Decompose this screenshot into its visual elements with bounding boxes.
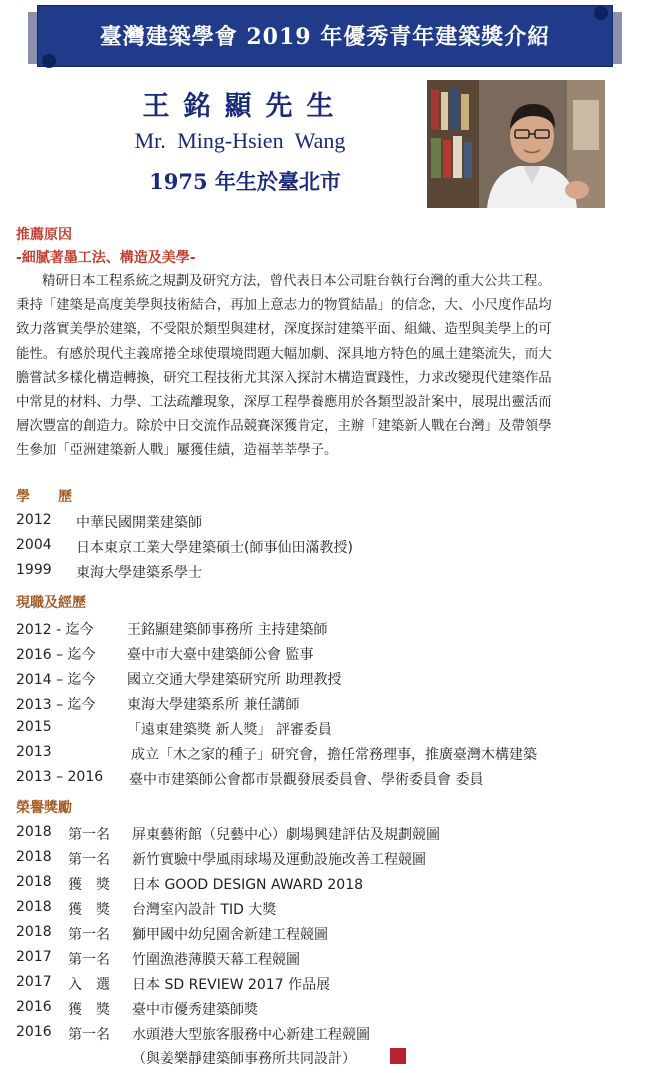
honor-text: 日本 SD REVIEW 2017 作品展	[132, 977, 331, 993]
paragraph-line: 秉持「建築是高度美學與技術結合，再加上意志力的物質結晶」的信念，大、小尺度作品均	[16, 298, 552, 314]
education-text: 中華民國開業建築師	[76, 515, 202, 531]
career-text: 國立交通大學建築研究所 助理教授	[127, 672, 342, 688]
career-period: 2012 - 迄今	[16, 622, 94, 638]
career-period: 2014 – 迄今	[16, 672, 96, 688]
honor-rank: 入 選	[68, 977, 110, 993]
red-seal-stamp	[390, 1048, 406, 1064]
honor-text: 水頭港大型旅客服務中心新建工程競圖	[132, 1027, 370, 1043]
honor-year: 2018	[16, 849, 52, 865]
honor-text: 獅甲國中幼兒園舍新建工程競圖	[132, 927, 328, 943]
paragraph-line: 精研日本工程系統之規劃及研究方法，曾代表日本公司駐台執行台灣的重大公共工程。	[42, 274, 551, 289]
honor-year: 2018	[16, 824, 52, 840]
education-year: 2004	[16, 537, 52, 553]
honors-heading: 榮譽獎勵	[16, 800, 72, 816]
honor-year: 2017	[16, 974, 52, 990]
person-name-chinese: 王銘顯先生	[142, 91, 348, 122]
career-text: 王銘顯建築師事務所 主持建築師	[127, 622, 328, 638]
person-name-english: Mr. Ming-Hsien Wang	[134, 128, 346, 153]
career-heading: 現職及經歷	[16, 595, 86, 611]
honor-rank: 第一名	[68, 952, 110, 968]
education-text: 日本東京工業大學建築碩士(師事仙田滿教授)	[76, 540, 353, 556]
honor-text: 日本 GOOD DESIGN AWARD 2018	[132, 877, 364, 893]
education-heading: 學 歷	[16, 489, 72, 505]
career-period: 2013 – 迄今	[16, 697, 96, 713]
paragraph-line: 層次豐富的創造力。除於中日交流作品競賽深獲肯定，主辦「建築新人戰在台灣」及帶領學	[16, 419, 552, 435]
paragraph-line: 中常見的材料、力學、工法疏離現象，深厚工程學養應用於各類型設計案中，展現出靈活而	[16, 395, 552, 411]
honor-note-text: （與姜樂靜建築師事務所共同設計）	[132, 1051, 356, 1067]
education-text: 東海大學建築系學士	[76, 565, 202, 581]
honor-year: 2018	[16, 924, 52, 940]
birth-info: 1975 年生於臺北市	[149, 169, 341, 194]
honor-text: 屏東藝術館（兒藝中心）劇場興建評估及規劃競圖	[132, 827, 440, 843]
banner-ribbon	[38, 6, 612, 66]
paragraph-line: 致力落實美學於建築，不受限於類型與建材，深度探討建築平面、組織、造型與美學上的可	[16, 322, 552, 338]
honor-rank: 第一名	[68, 852, 110, 868]
paragraph-line: 生參加「亞洲建築新人戰」屢獲佳績，造福莘莘學子。	[16, 443, 338, 459]
recommendation-subtitle: -細膩著墨工法、構造及美學-	[16, 250, 196, 266]
honor-year: 2018	[16, 874, 52, 890]
career-period: 2013	[16, 744, 52, 760]
career-period: 2015	[16, 719, 52, 735]
honor-year: 2018	[16, 899, 52, 915]
career-text: 臺中市大臺中建築師公會 監事	[127, 647, 314, 663]
career-period: 2016 – 迄今	[16, 647, 96, 663]
banner	[28, 6, 622, 68]
career-text: 「遠東建築獎 新人獎」 評審委員	[127, 722, 332, 738]
portrait-photo	[427, 80, 605, 208]
career-text: 東海大學建築系所 兼任講師	[127, 697, 300, 713]
honor-year: 2016	[16, 999, 52, 1015]
honor-text: 竹圍漁港薄膜天幕工程競圖	[132, 952, 300, 968]
honor-rank: 第一名	[68, 927, 110, 943]
ribbon-curl-right	[594, 6, 608, 20]
recommendation-paragraph	[16, 270, 644, 464]
portrait-illustration	[427, 80, 605, 208]
banner-title: 臺灣建築學會 2019 年優秀青年建築獎介紹	[99, 24, 551, 50]
honor-text: 臺中市優秀建築師獎	[132, 1002, 258, 1018]
education-year: 1999	[16, 562, 52, 578]
honor-rank: 獲 獎	[68, 1002, 110, 1018]
honor-rank: 獲 獎	[68, 902, 110, 918]
career-period: 2013 – 2016	[16, 769, 104, 785]
honor-year: 2017	[16, 949, 52, 965]
honor-rank: 獲 獎	[68, 877, 110, 893]
education-year: 2012	[16, 512, 52, 528]
career-text: 成立「木之家的種子」研究會，擔任常務理事，推廣臺灣木構建築	[131, 747, 537, 763]
honor-text: 台灣室內設計 TID 大獎	[132, 902, 277, 918]
paragraph-line: 膽嘗試多樣化構造轉換，研究工程技術尤其深入探討木構造實踐性，力求改變現代建築作品	[16, 370, 552, 386]
honor-year: 2016	[16, 1024, 52, 1040]
honor-rank: 第一名	[68, 1027, 110, 1043]
honor-rank: 第一名	[68, 827, 110, 843]
career-text: 臺中市建築師公會都市景觀發展委員會、學術委員會 委員	[129, 772, 484, 788]
recommendation-heading: 推薦原因	[16, 227, 72, 243]
ribbon-curl-left	[42, 54, 56, 68]
honor-text: 新竹實驗中學風雨球場及運動設施改善工程競圖	[132, 852, 426, 868]
paragraph-line: 能性。有感於現代主義席捲全球使環境問題大幅加劇、深具地方特色的風土建築流失，而大	[16, 346, 552, 362]
